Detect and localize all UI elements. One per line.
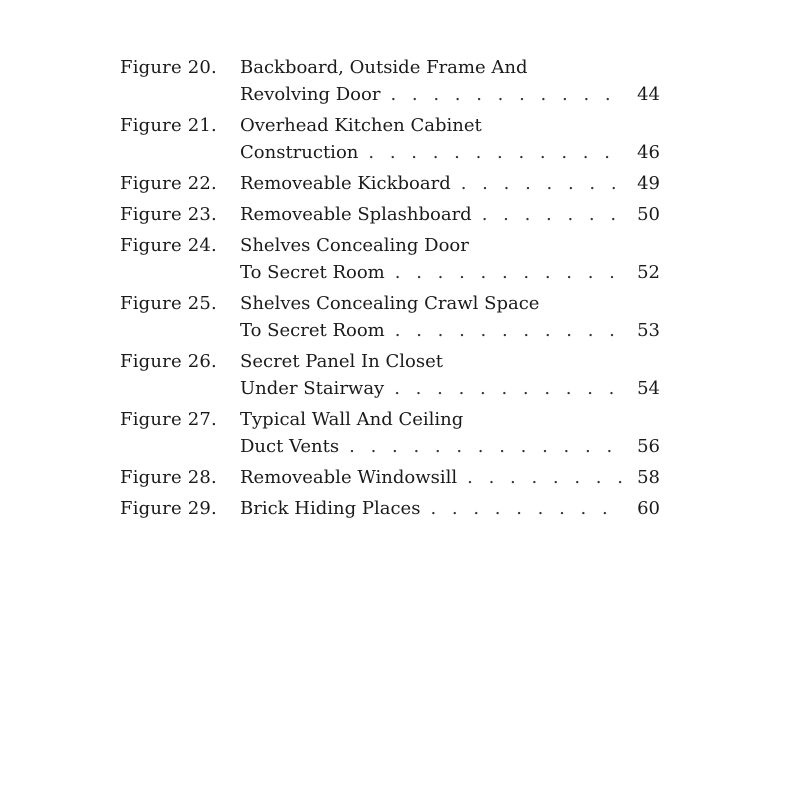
figure-title — [240, 495, 660, 522]
page-number: 44 — [637, 84, 660, 105]
figure-title-line: Duct Vents — [240, 436, 340, 457]
figure-title-last-line — [240, 433, 660, 460]
figure-entry-29 — [120, 495, 660, 522]
figure-entry-22 — [120, 170, 660, 197]
figure-title — [240, 290, 660, 344]
page-number: 56 — [637, 436, 660, 457]
figure-title-line: Backboard, Outside Frame And — [240, 57, 528, 78]
page-number: 54 — [637, 378, 660, 399]
figure-title-last-line — [240, 201, 660, 228]
page-number: 50 — [637, 204, 660, 225]
figure-label: Figure 27. — [120, 409, 217, 430]
figure-title — [240, 348, 660, 402]
figure-entry-25 — [120, 290, 660, 344]
figure-title-line: Revolving Door — [240, 84, 381, 105]
figure-entry-23 — [120, 201, 660, 228]
figure-title-line: Typical Wall And Ceiling — [240, 409, 464, 430]
figure-title-line: Shelves Concealing Door — [240, 235, 469, 256]
figure-title — [240, 112, 660, 166]
figure-title-line: Under Stairway — [240, 378, 385, 399]
figure-title-line: To Secret Room — [240, 262, 385, 283]
dot-leader — [390, 81, 624, 108]
figure-title-line: To Secret Room — [240, 320, 385, 341]
figure-title-last-line — [240, 464, 660, 491]
dot-leader — [467, 464, 624, 491]
figure-label: Figure 22. — [120, 173, 217, 194]
figure-title — [240, 201, 660, 228]
figure-title-line: Construction — [240, 142, 359, 163]
figure-title-line: Removeable Splashboard — [240, 204, 472, 225]
figure-entry-28 — [120, 464, 660, 491]
dot-leader — [395, 259, 624, 286]
figure-title-line: Brick Hiding Places — [240, 498, 421, 519]
dot-leader — [395, 317, 624, 344]
figure-title-line: Removeable Windowsill — [240, 467, 458, 488]
figure-title — [240, 406, 660, 460]
list-of-figures — [120, 54, 660, 526]
figure-entry-27 — [120, 406, 660, 460]
figure-title — [240, 170, 660, 197]
page-number: 58 — [637, 467, 660, 488]
figure-title-last-line — [240, 375, 660, 402]
figure-label: Figure 23. — [120, 204, 217, 225]
dot-leader — [482, 201, 624, 228]
figure-title-last-line — [240, 317, 660, 344]
figure-label: Figure 24. — [120, 235, 217, 256]
dot-leader — [368, 139, 624, 166]
figure-entry-21 — [120, 112, 660, 166]
figure-title-line: Shelves Concealing Crawl Space — [240, 293, 540, 314]
figure-entry-24 — [120, 232, 660, 286]
page-number: 60 — [637, 498, 660, 519]
page-number: 49 — [637, 173, 660, 194]
figure-title-last-line — [240, 259, 660, 286]
figure-label: Figure 20. — [120, 57, 217, 78]
figure-label: Figure 28. — [120, 467, 217, 488]
figure-title — [240, 232, 660, 286]
figure-title-line: Secret Panel In Closet — [240, 351, 443, 372]
figure-title-last-line — [240, 495, 660, 522]
figure-title-last-line — [240, 81, 660, 108]
figure-label: Figure 26. — [120, 351, 217, 372]
figure-title — [240, 54, 660, 108]
figure-label: Figure 25. — [120, 293, 217, 314]
figure-label: Figure 29. — [120, 498, 217, 519]
figure-title-line: Overhead Kitchen Cabinet — [240, 115, 482, 136]
dot-leader — [461, 170, 624, 197]
dot-leader — [349, 433, 624, 460]
page-number: 53 — [637, 320, 660, 341]
figure-title-line: Removeable Kickboard — [240, 173, 451, 194]
figure-title-last-line — [240, 170, 660, 197]
page-number: 46 — [637, 142, 660, 163]
figure-label: Figure 21. — [120, 115, 217, 136]
dot-leader — [394, 375, 624, 402]
dot-leader — [430, 495, 624, 522]
figure-entry-20 — [120, 54, 660, 108]
figure-title-last-line — [240, 139, 660, 166]
figure-title — [240, 464, 660, 491]
figure-entry-26 — [120, 348, 660, 402]
page-number: 52 — [637, 262, 660, 283]
